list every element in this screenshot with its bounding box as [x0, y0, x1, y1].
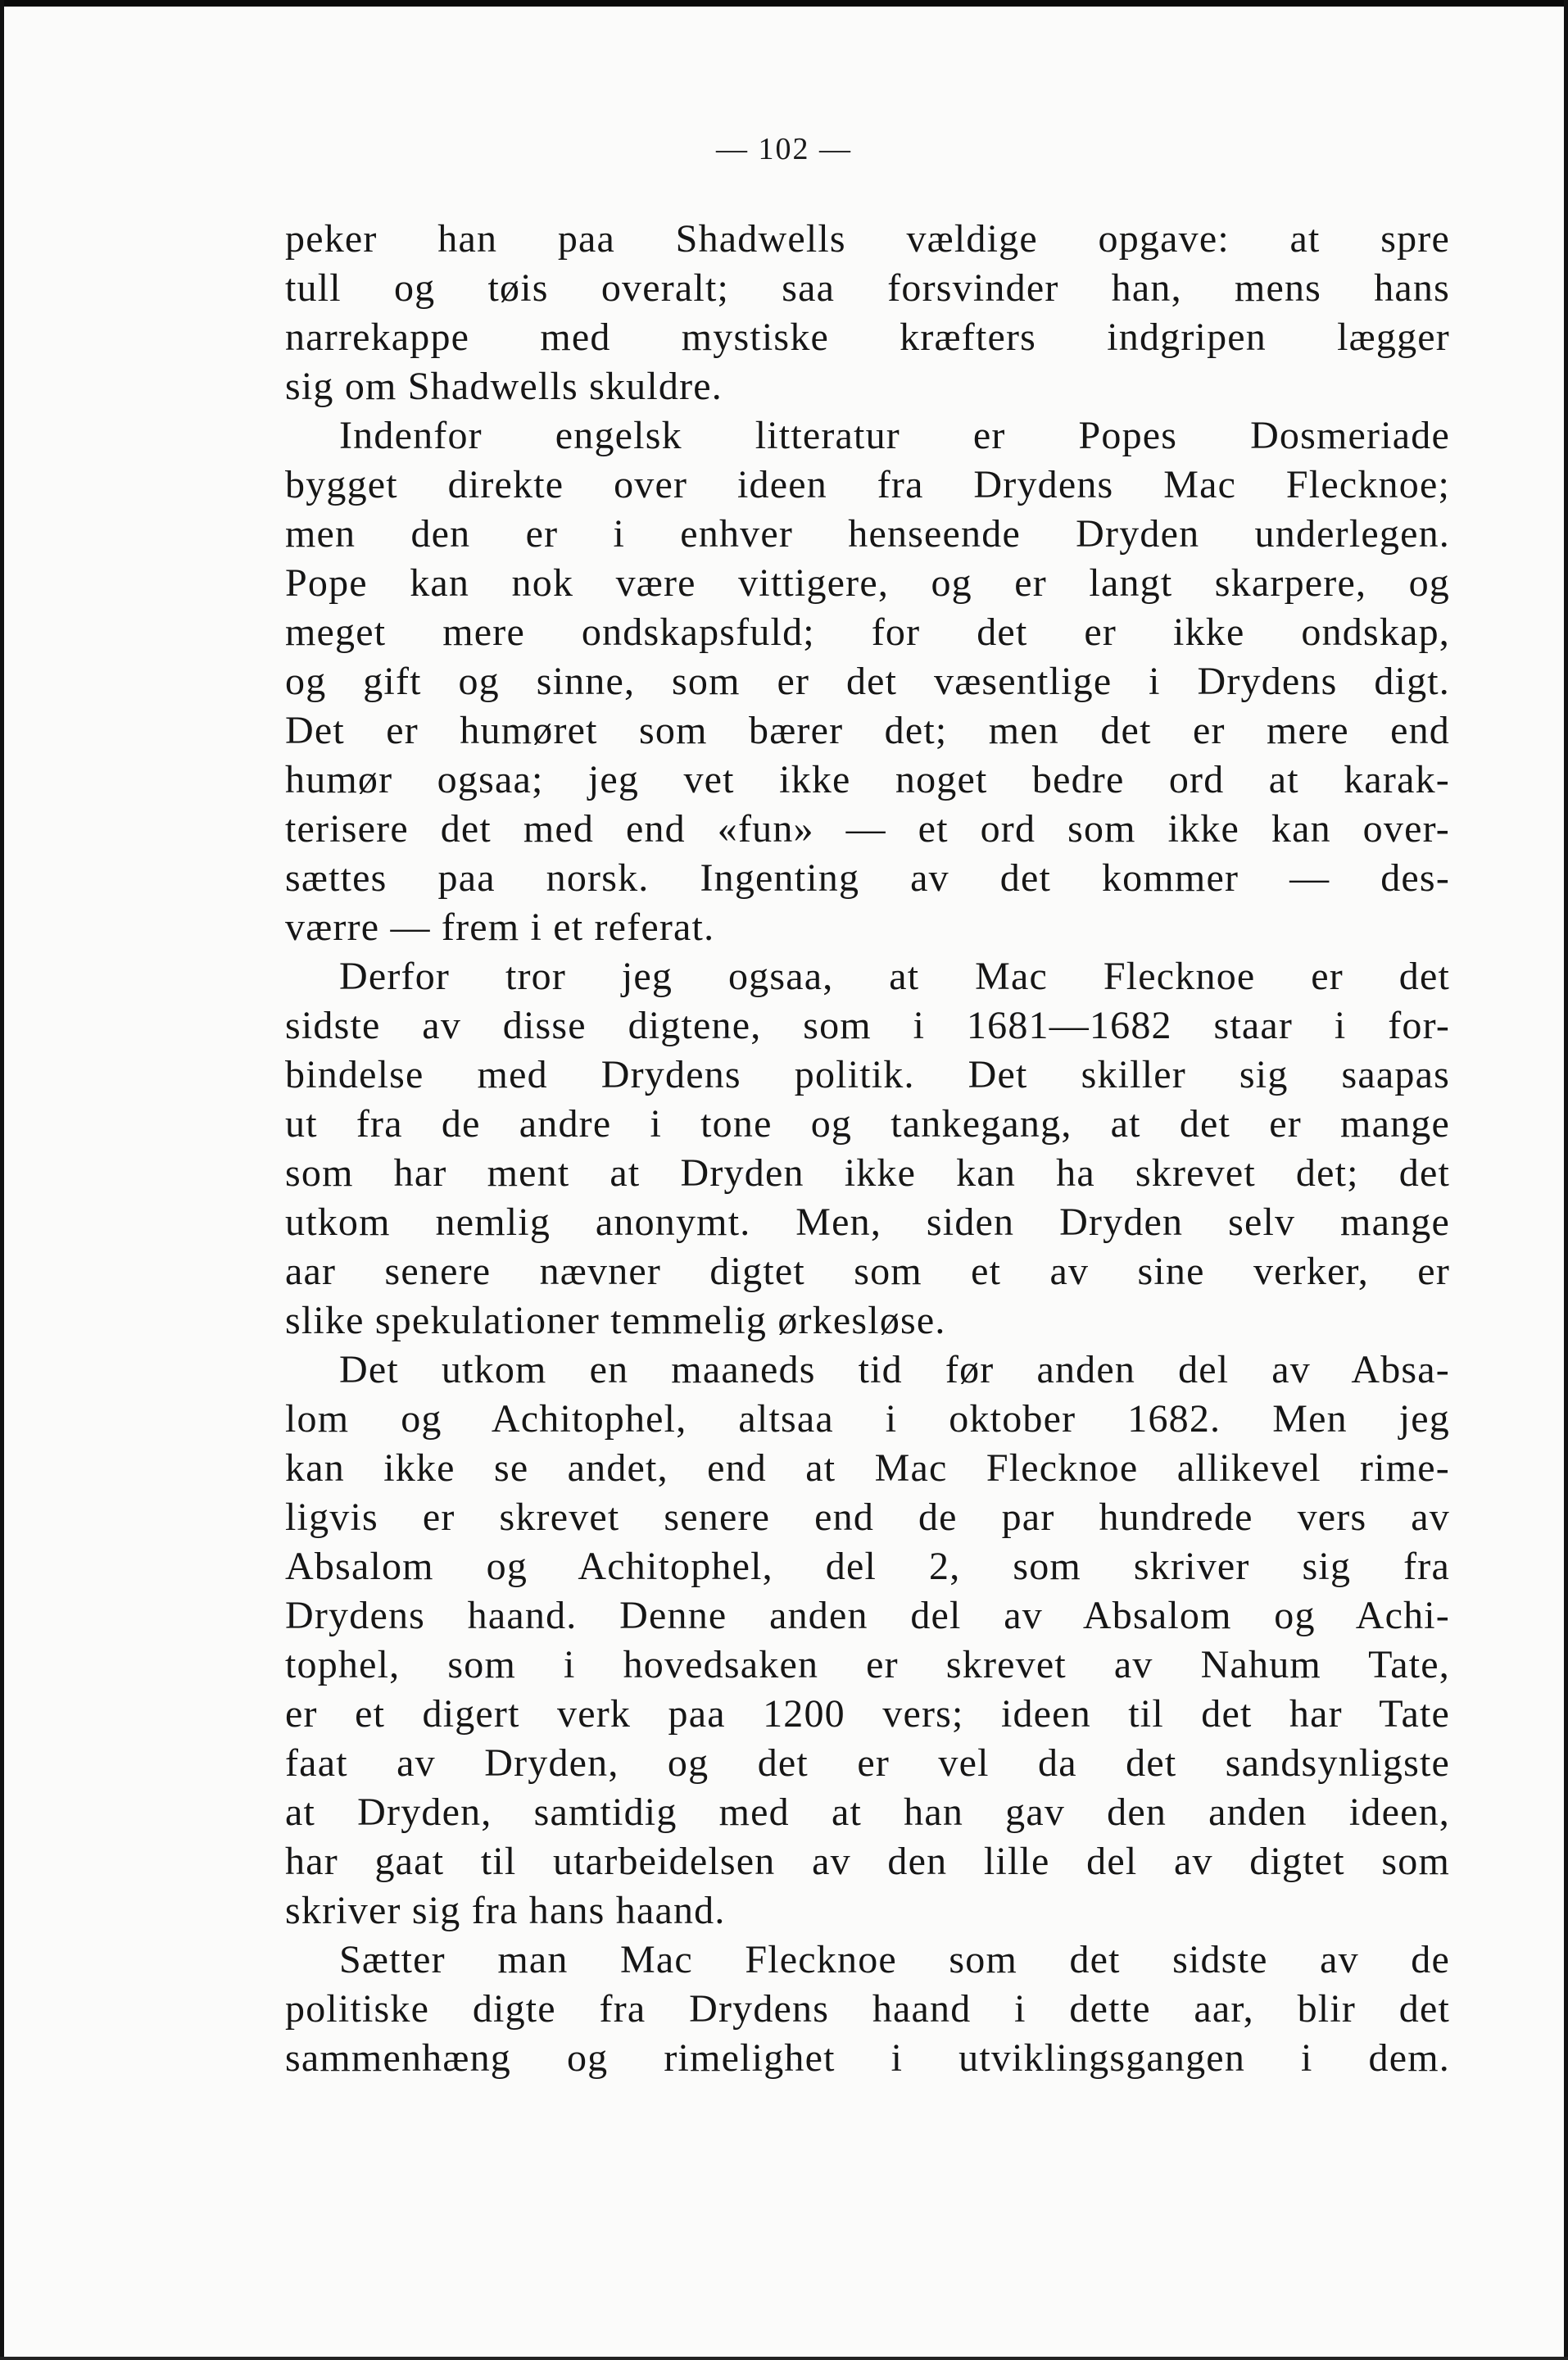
scan-edge-left: [0, 0, 4, 2360]
text-line: at Dryden, samtidig med at han gav den anden ideen,: [285, 1790, 1450, 1834]
text-line: har gaat til utarbeidelsen av den lille del av digtet som: [285, 1840, 1450, 1883]
text-line: tophel, som i hovedsaken er skrevet av Nahum Tate,: [285, 1643, 1450, 1686]
text-line: slike spekulationer temmelig ørkesløse.: [285, 1299, 946, 1342]
text-line: ut fra de andre i tone og tankegang, at det er mange: [285, 1102, 1450, 1146]
text-line: ligvis er skrevet senere end de par hundrede vers av: [285, 1495, 1450, 1539]
text-line: sidste av disse digtene, som i 1681—1682 staar i for-: [285, 1004, 1450, 1047]
text-line: Derfor tror jeg ogsaa, at Mac Flecknoe er det: [339, 955, 1450, 998]
text-line: Drydens haand. Denne anden del av Absalom og Achi-: [285, 1594, 1450, 1637]
text-line: Det er humøret som bærer det; men det er mere end: [285, 709, 1450, 752]
text-line: Pope kan nok være vittigere, og er langt skarpere, og: [285, 561, 1450, 605]
text-line: værre — frem i et referat.: [285, 905, 715, 949]
text-line: lom og Achitophel, altsaa i oktober 1682. Men jeg: [285, 1397, 1450, 1441]
text-line: terisere det med end «fun» — et ord som ikke kan over-: [285, 807, 1450, 851]
text-line: politiske digte fra Drydens haand i dette aar, blir det: [285, 1987, 1450, 2031]
scan-edge-right: [1564, 0, 1568, 2360]
text-line: Absalom og Achitophel, del 2, som skriver sig fra: [285, 1545, 1450, 1588]
text-line: sættes paa norsk. Ingenting av det kommer — des-: [285, 856, 1450, 900]
text-line: tull og tøis overalt; saa forsvinder han, mens hans: [285, 266, 1450, 310]
text-line: sig om Shadwells skuldre.: [285, 365, 723, 408]
body-text: [285, 215, 1450, 2083]
text-line: Indenfor engelsk litteratur er Popes Dosmeriade: [339, 414, 1450, 457]
text-line: som har ment at Dryden ikke kan ha skrevet det; det: [285, 1151, 1450, 1195]
scan-edge-top: [0, 0, 1568, 7]
text-line: aar senere nævner digtet som et av sine verker, er: [285, 1250, 1450, 1293]
text-line: bindelse med Drydens politik. Det skiller sig saapas: [285, 1053, 1450, 1096]
text-line: og gift og sinne, som er det væsentlige i Drydens digt.: [285, 660, 1450, 703]
text-line: faat av Dryden, og det er vel da det sandsynligste: [285, 1741, 1450, 1785]
text-line: sammenhæng og rimelighet i utviklingsgangen i dem.: [285, 2036, 1450, 2080]
text-line: Det utkom en maaneds tid før anden del av Absa-: [339, 1348, 1450, 1391]
text-line: kan ikke se andet, end at Mac Flecknoe allikevel rime-: [285, 1446, 1450, 1490]
text-line: skriver sig fra hans haand.: [285, 1889, 726, 1932]
text-line: peker han paa Shadwells vældige opgave: at spre: [285, 217, 1450, 261]
text-line: er et digert verk paa 1200 vers; ideen til det har Tate: [285, 1692, 1450, 1736]
page-number: — 102 —: [716, 132, 852, 166]
text-line: bygget direkte over ideen fra Drydens Mac Flecknoe;: [285, 463, 1450, 506]
text-line: narrekappe med mystiske kræfters indgripen lægger: [285, 315, 1450, 359]
text-line: meget mere ondskapsfuld; for det er ikke ondskap,: [285, 610, 1450, 654]
text-line: men den er i enhver henseende Dryden underlegen.: [285, 512, 1450, 556]
text-line: humør ogsaa; jeg vet ikke noget bedre ord at karak-: [285, 758, 1450, 801]
scan-edge-bottom: [0, 2357, 1568, 2360]
text-line: utkom nemlig anonymt. Men, siden Dryden selv mange: [285, 1200, 1450, 1244]
text-line: Sætter man Mac Flecknoe som det sidste av de: [339, 1938, 1450, 1981]
